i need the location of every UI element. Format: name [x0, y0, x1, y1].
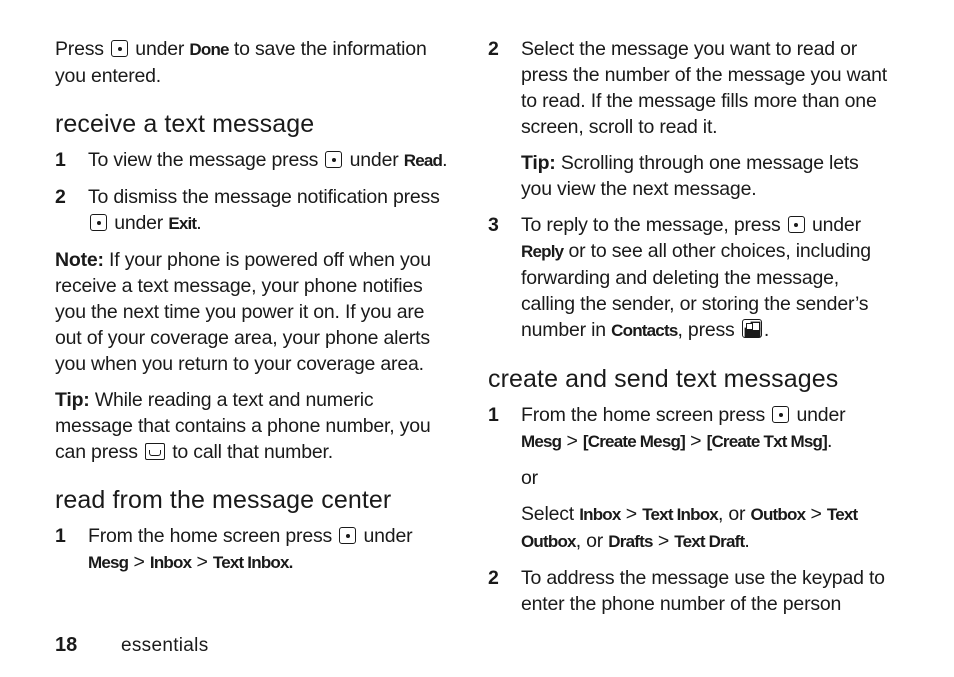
send-key-icon — [145, 443, 165, 460]
step-number: 2 — [488, 567, 499, 589]
or-text: or — [521, 467, 538, 489]
step-text-main: To reply to the message, press — [521, 214, 781, 236]
step-text — [88, 523, 455, 576]
or-separator: , or — [717, 503, 746, 525]
center-step-2 — [488, 36, 888, 140]
menu-text-inbox: Text Inbox. — [212, 553, 293, 572]
tip-label: Tip: — [521, 152, 556, 174]
or-separator: , or — [575, 530, 604, 552]
page-number: 18 — [55, 634, 78, 656]
center-select-key-icon — [325, 151, 342, 168]
step-number: 1 — [488, 404, 499, 426]
step-text-main: To dismiss the message notification press — [88, 186, 440, 208]
punctuation: . — [763, 319, 770, 341]
intro-paragraph — [55, 36, 455, 89]
right-column — [488, 36, 888, 627]
create-step-1 — [488, 402, 888, 455]
step-number: 1 — [55, 525, 66, 547]
heading-create-send: create and send text messages — [488, 365, 839, 393]
menu-text-outbox: Text Outbox — [521, 505, 858, 551]
punctuation: . — [826, 430, 833, 452]
tip-paragraph — [55, 387, 455, 465]
note-label: Note: — [55, 249, 104, 271]
menu-read: Read — [403, 151, 443, 170]
menu-text-draft: Text Draft — [674, 532, 745, 551]
select-paragraph — [521, 501, 888, 555]
page-footer — [55, 634, 209, 657]
intro-rest-text: to save the information you entered. — [55, 38, 427, 87]
menu-separator: > — [690, 430, 702, 452]
select-text: Select — [521, 503, 574, 525]
center-step-3 — [488, 212, 888, 344]
receive-step-1 — [55, 147, 455, 174]
heading-message-center: read from the message center — [55, 486, 392, 514]
step-text-press: , press — [677, 319, 735, 341]
menu-separator: > — [657, 530, 670, 552]
step-text — [521, 402, 888, 455]
intro-press-text: Press — [55, 38, 104, 60]
heading-receive: receive a text message — [55, 110, 315, 138]
step-under-text: under — [363, 525, 413, 547]
tip-end-text: to call that number. — [172, 441, 333, 463]
step-text-continued: or to see all other choices, including forwarding and deleting the message, calling the sender, or storing the sender’s number in — [521, 240, 871, 341]
menu-separator: > — [566, 430, 578, 452]
menu-text-inbox: Text Inbox — [642, 505, 718, 524]
menu-separator: > — [810, 503, 822, 525]
step-text: To address the message use the keypad to enter the phone number of the person — [521, 567, 885, 615]
step-text — [521, 212, 888, 344]
center-select-key-icon — [788, 216, 805, 233]
left-column — [55, 36, 455, 586]
center-step-1 — [55, 523, 455, 576]
center-select-key-icon — [339, 527, 356, 544]
tip-scroll-paragraph — [521, 150, 888, 202]
menu-separator: > — [625, 503, 637, 525]
step-under-text: under — [796, 404, 846, 426]
step-text — [88, 184, 455, 237]
menu-key-icon — [742, 319, 762, 338]
step-under-text: under — [811, 214, 861, 236]
center-select-key-icon — [111, 40, 128, 57]
center-select-key-icon — [772, 406, 789, 423]
tip-text: While reading a text and numeric message that contains a phone number, you can press — [55, 389, 431, 463]
punctuation: . — [744, 530, 750, 552]
step-text-main: From the home screen press — [521, 404, 766, 426]
menu-inbox: Inbox — [579, 505, 621, 524]
step-number: 2 — [488, 38, 499, 60]
step-text-main: From the home screen press — [88, 525, 333, 547]
menu-mesg: Mesg — [88, 553, 129, 572]
step-number: 1 — [55, 149, 66, 171]
tip-label: Tip: — [55, 389, 90, 411]
menu-separator: > — [133, 551, 145, 573]
step-text-main: To view the message press — [88, 149, 319, 171]
menu-drafts: Drafts — [608, 532, 653, 551]
menu-create-txt-msg: [Create Txt Msg] — [706, 432, 827, 451]
menu-contacts: Contacts — [611, 321, 678, 340]
menu-separator: > — [196, 551, 208, 573]
note-text: If your phone is powered off when you receive a text message, your phone notifies you the next time you power it on. If you are out of your coverage area, your phone alerts you when you return to your coverage area. — [55, 249, 431, 375]
intro-under-text: under — [135, 38, 185, 60]
menu-create-mesg: [Create Mesg] — [582, 432, 685, 451]
step-text — [88, 147, 455, 174]
tip-text: Scrolling through one message lets you view the next message. — [521, 152, 859, 200]
section-name: essentials — [121, 635, 209, 656]
menu-done: Done — [189, 40, 229, 59]
step-under-text: under — [349, 149, 399, 171]
menu-inbox: Inbox — [149, 553, 192, 572]
receive-step-2 — [55, 184, 455, 237]
menu-reply: Reply — [521, 242, 564, 261]
menu-mesg: Mesg — [521, 432, 562, 451]
punctuation: . — [196, 212, 202, 234]
menu-exit: Exit — [168, 214, 197, 233]
step-under-text: under — [114, 212, 164, 234]
menu-outbox: Outbox — [750, 505, 806, 524]
center-select-key-icon — [90, 214, 107, 231]
punctuation: . — [442, 149, 448, 171]
step-text: Select the message you want to read or press the number of the message you want to read. If the message fills more than one screen, scroll to read it. — [521, 38, 887, 138]
step-number: 3 — [488, 214, 499, 236]
step-number: 2 — [55, 186, 66, 208]
create-step-2 — [488, 565, 888, 617]
note-paragraph — [55, 247, 455, 377]
